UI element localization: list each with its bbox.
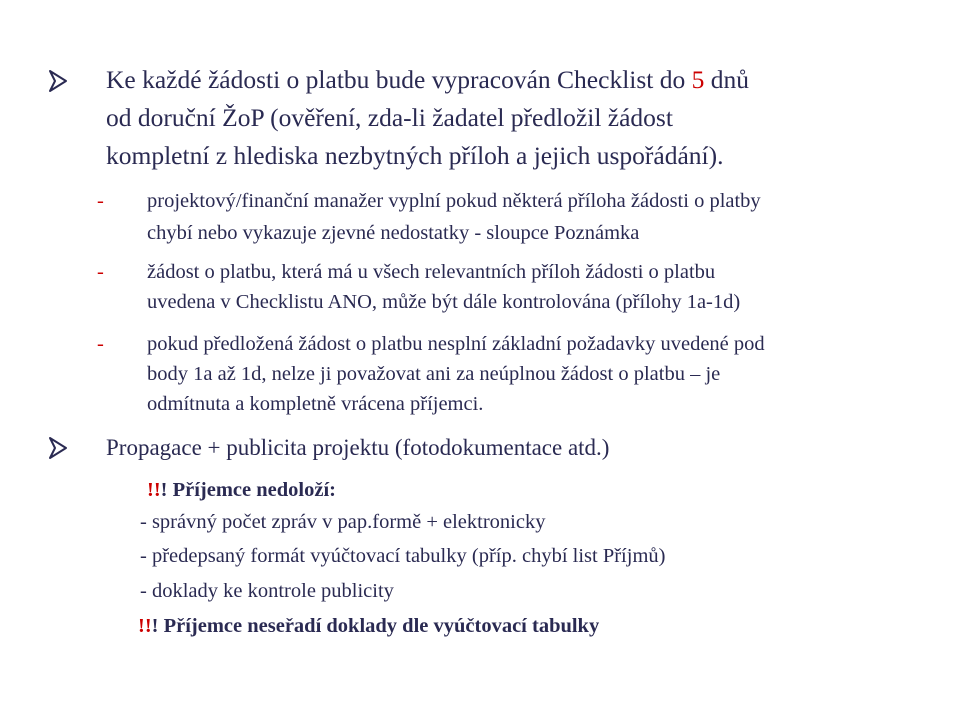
subitem1-line1: projektový/finanční manažer vyplní pokud některá příloha žádosti o platby [147, 190, 761, 212]
arrow-bullet-icon [47, 435, 69, 461]
subitem1-line2: chybí nebo vykazuje zjevné nedostatky - sloupce Poznámka [147, 222, 640, 244]
bullet1-line1: Ke každé žádosti o platbu bude vypracován Checklist do 5 dnů [106, 65, 749, 94]
bullet1-line3: kompletní z hlediska nezbytných příloh a jejich uspořádání). [106, 141, 724, 170]
subitem1-dash: - [97, 190, 104, 212]
subitem2-line2: uvedena v Checklistu ANO, může být dále kontrolována (přílohy 1a-1d) [147, 291, 741, 313]
subitem3-line2: body 1a až 1d, nelze ji považovat ani za neúplnou žádost o platbu – je [147, 363, 721, 385]
subitem2-dash: - [97, 261, 104, 283]
notes-item-2: - předepsaný formát vyúčtovací tabulky (příp. chybí list Příjmů) [140, 545, 666, 567]
subitem3-line3: odmítnuta a kompletně vrácena příjemci. [147, 393, 484, 415]
subitem3-line1: pokud předložená žádost o platbu nesplní základní požadavky uvedené pod [147, 333, 765, 355]
arrow-bullet-icon [47, 68, 69, 94]
subitem3-dash: - [97, 333, 104, 355]
notes-item-3: - doklady ke kontrole publicity [140, 580, 394, 602]
notes-warning-footer: !!! Příjemce neseřadí doklady dle vyúčtovací tabulky [138, 615, 600, 637]
bullet1-days-number: 5 [691, 65, 705, 94]
bullet2-text: Propagace + publicita projektu (fotodokumentace atd.) [106, 435, 610, 460]
subitem2-line1: žádost o platbu, která má u všech relevantních příloh žádosti o platbu [147, 261, 716, 283]
notes-item-1: - správný počet zpráv v pap.formě + elektronicky [140, 511, 546, 533]
notes-warning-heading: !!! Příjemce nedoloží: [147, 479, 336, 501]
bullet1-line2: od doruční ŽoP (ověření, zda-li žadatel předložil žádost [106, 103, 673, 132]
